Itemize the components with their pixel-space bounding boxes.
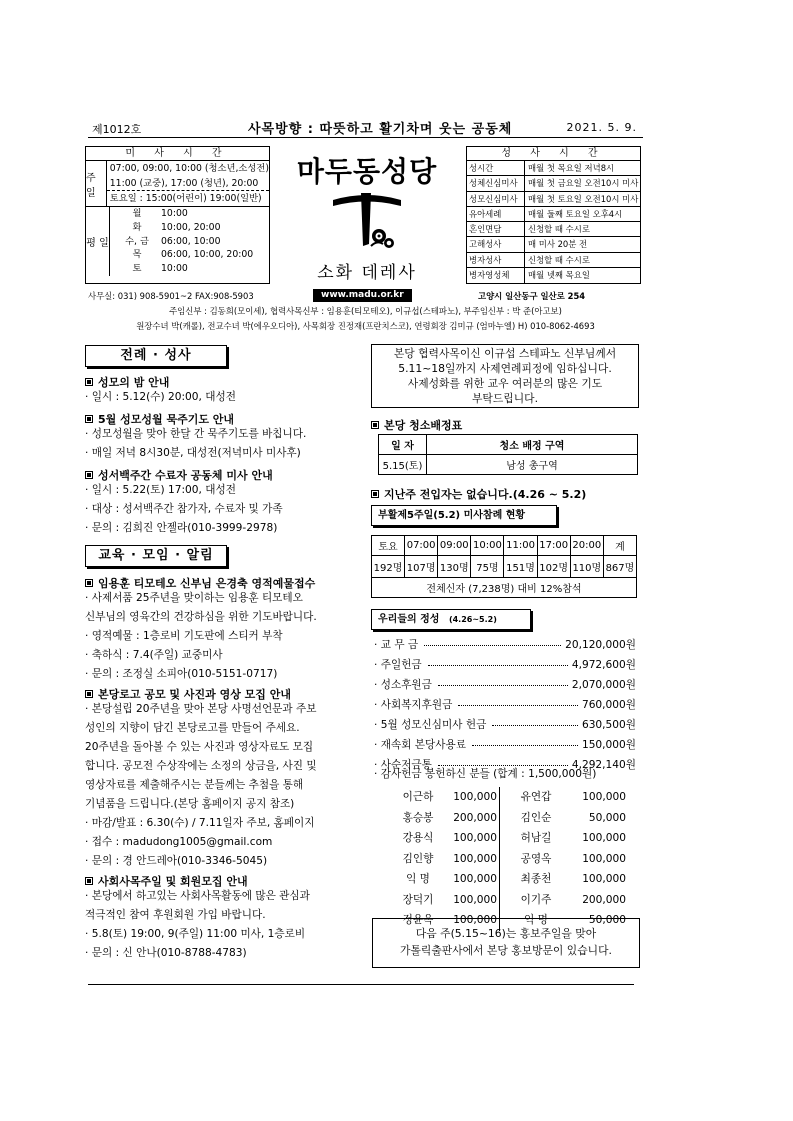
attend-head: 계: [603, 536, 636, 556]
notice-line: 다음 주(5.15~16)는 홍보주일을 맞아: [415, 927, 597, 940]
donor-row: 강용식 100,000 허남길 100,000: [387, 828, 626, 849]
sacrament-row: 성모신심미사 매월 첫 토요일 오전10시 미사: [467, 192, 640, 207]
offering-row: · 교 무 금 20,120,000원: [374, 639, 636, 651]
donor-row: 이근하 100,000 유연갑 100,000: [387, 787, 626, 808]
text-line: · 매일 저녁 8시30분, 대성전(저녁미사 미사후): [85, 447, 301, 459]
offering-row: · 5월 성모신심미사 헌금 630,500원: [374, 719, 636, 731]
weekday-line: 화 10:00, 20:00: [132, 221, 221, 233]
attend-note: 전체신자 (7,238명) 대비 12%참석: [372, 578, 637, 598]
sacrament-title: 성 사 시 간: [467, 147, 640, 161]
notice-line: 부탁드립니다.: [471, 392, 538, 405]
text-line: · 대상 : 성서백주간 참가자, 수료자 및 가족: [85, 503, 283, 515]
attendance-title: 부활제5주일(5.2) 미사참례 현황: [371, 505, 557, 526]
staff-line: 원장수녀 박(캐롤), 전교수녀 박(에우오디아), 사목회장 진정재(프란치스코), 연령회장 김미규 (엄마누엘) H) 010-8062-4693: [136, 321, 595, 331]
promotion-notice: [372, 918, 640, 968]
contact-bar: [88, 289, 643, 303]
text-line: · 문의 : 신 안나(010-8788-4783): [85, 947, 247, 959]
notice-line: 가톨릭출판사에서 본당 홍보방문이 있습니다.: [400, 944, 612, 957]
sacrament-row: 병자성사 신청할 때 수시로: [467, 253, 640, 268]
weekday-line: 수, 금 06:00, 10:00: [125, 235, 221, 247]
offering-row: · 사순저금통 4,292,140원: [374, 759, 636, 771]
sacrament-row: 성체신심미사 매월 첫 금요일 오전10시 미사: [467, 176, 640, 191]
donor-row: 정윤옥 100,000 익 명 50,000: [387, 910, 626, 931]
bottom-rule: [88, 984, 634, 985]
notice-line: 본당 협력사목이신 이규섭 스테파노 신부님께서: [393, 347, 617, 360]
square-bullet-icon: [85, 378, 93, 386]
text-line: · 문의 : 김희진 안젤라(010-3999-2978): [85, 522, 278, 534]
attend-head: 토요: [372, 536, 405, 556]
heading-bible-mass: 성서백주간 수료자 공동체 미사 안내: [85, 467, 273, 483]
heading-rosary: 5월 성모성월 묵주기도 안내: [85, 411, 234, 427]
square-bullet-icon: [85, 690, 93, 698]
patron-saint: 소화 데레사: [317, 263, 417, 283]
cleaning-head-date: 일 자: [379, 435, 427, 455]
cleaning-area: 남성 총구역: [427, 455, 638, 475]
heading-logo-contest: 본당로고 공모 및 사진과 영상 모집 안내: [85, 686, 291, 702]
attend-head: 09:00: [438, 536, 471, 556]
sunday-line: 11:00 (교중), 17:00 (청년), 20:00: [107, 176, 269, 191]
offering-row: · 성소후원금 2,070,000원: [374, 679, 636, 691]
sunday-row: [86, 161, 269, 207]
parish-logo: [272, 146, 462, 294]
section-education: 교육 · 모임 · 알림: [85, 545, 227, 567]
issue-number: 제1012호: [92, 123, 142, 136]
saturday-line: 토요일 : 15:00(어린이) 19:00(일반): [109, 193, 262, 204]
attend-head: 07:00: [405, 536, 438, 556]
cleaning-date: 5.15(토): [379, 455, 427, 475]
notice-line: 사제성화를 위한 교우 여러분의 많은 기도: [407, 377, 603, 390]
weekday-row: [86, 207, 269, 276]
sunday-label: 주 일: [86, 161, 107, 206]
donor-list: [387, 787, 626, 931]
offerings-title-text: 우리들의 정성: [378, 614, 440, 625]
attend-head: 11:00: [504, 536, 537, 556]
attend-value: 867명: [603, 556, 636, 578]
notice-line: 5.11~18일까지 사제연례피정에 임하십니다.: [398, 362, 612, 375]
attendance-table: [371, 535, 637, 598]
sacrament-row: 병자영성체 매월 넷째 목요일: [467, 268, 640, 283]
sacrament-row: 혼인면담 신청할 때 수시로: [467, 222, 640, 237]
text-line: · 마감/발표 : 6.30(수) / 7.11일자 주보, 홈페이지: [85, 817, 315, 829]
cross-rose-icon: [327, 188, 407, 256]
attend-value: 110명: [570, 556, 603, 578]
priest-retreat-notice: [371, 344, 639, 408]
attend-value: 107명: [405, 556, 438, 578]
website-link[interactable]: www.madu.or.kr: [313, 289, 412, 302]
donor-row: 홍승봉 200,000 김인순 50,000: [387, 808, 626, 829]
weekday-line: 월 10:00: [132, 208, 188, 219]
text-line: · 영적예물 : 1층로비 기도판에 스티커 부착: [85, 630, 283, 642]
square-bullet-icon: [371, 421, 379, 429]
attend-head: 10:00: [471, 536, 504, 556]
donor-row: 김인향 100,000 공영옥 100,000: [387, 849, 626, 870]
donor-row: 장덕기 100,000 이기주 200,000: [387, 890, 626, 911]
heading-cleaning: 본당 청소배정표: [371, 417, 462, 433]
weekday-line: 토 10:00: [132, 263, 188, 275]
square-bullet-icon: [85, 415, 93, 423]
text-line: 신부님의 영육간의 건강하심을 위한 기도바랍니다.: [85, 611, 317, 623]
heading-marian-night: 성모의 밤 안내: [85, 374, 169, 390]
section-liturgy: 전례 · 성사: [85, 345, 227, 367]
attend-head: 20:00: [570, 536, 603, 556]
staff-line: 주임신부 : 김동희(모이세), 협력사목신부 : 임용훈(티모테오), 이규섭(스테파노), 부주임신부 : 박 준(아고보): [169, 306, 562, 316]
cleaning-table: [378, 434, 638, 475]
square-bullet-icon: [85, 471, 93, 479]
offering-row: · 주일헌금 4,972,600원: [374, 659, 636, 671]
attend-value: 151명: [504, 556, 537, 578]
attend-value: 130명: [438, 556, 471, 578]
pastoral-motto: 사목방향 : 따뜻하고 활기차며 웃는 공동체: [248, 122, 513, 137]
heading-spiritual-gift: 임용훈 티모테오 신부님 은경축 영적예물접수: [85, 575, 315, 591]
square-bullet-icon: [85, 579, 93, 587]
offerings-period: (4.26~5.2): [448, 615, 497, 624]
sacrament-row: 고해성사 매 미사 20분 전: [467, 237, 640, 252]
text-line: · 본당에서 하고있는 사회사목활동에 많은 관심과: [85, 890, 310, 902]
square-bullet-icon: [371, 490, 379, 498]
text-line: · 일시 : 5.12(수) 20:00, 대성전: [85, 391, 236, 403]
square-bullet-icon: [85, 877, 93, 885]
text-line: 성인의 지향이 담긴 본당로고를 만들어 주세요.: [85, 722, 300, 734]
text-line: 영상자료를 제출해주시는 분들께는 추첨을 통해: [85, 779, 304, 791]
text-line: · 축하식 : 7.4(주일) 교중미사: [85, 649, 223, 661]
mass-schedule-title: 미 사 시 간: [86, 147, 269, 161]
email-line[interactable]: · 접수 : madudong1005@gmail.com: [85, 836, 273, 848]
text-line: · 문의 : 조정실 소피아(010-5151-0717): [85, 668, 278, 680]
issue-date: 2021. 5. 9.: [566, 121, 637, 134]
text-line: 20주년을 돌아볼 수 있는 사진과 영상자료도 모집: [85, 741, 314, 753]
sacrament-row: 유아세례 매월 둘째 토요일 오후4시: [467, 207, 640, 222]
mass-schedule-table: [85, 146, 270, 284]
text-line: · 사제서품 25주년을 맞이하는 임용훈 티모테오: [85, 592, 303, 604]
thanks-offering-line: · 감사헌금 봉헌하신 분들 (합계 : 1,500,000원): [374, 768, 597, 780]
text-line: 기념품을 드립니다.(본당 홈페이지 공지 참조): [85, 798, 295, 810]
parish-address: 고양시 일산동구 일산로 254: [478, 291, 586, 301]
text-line: 합니다. 공모전 수상작에는 소정의 상금을, 사진 및: [85, 760, 317, 772]
text-line: · 문의 : 경 안드레아(010-3346-5045): [85, 855, 268, 867]
offerings-title: [371, 609, 531, 630]
sacrament-schedule-table: [466, 146, 641, 284]
offering-row: · 사회복지후원금 760,000원: [374, 699, 636, 711]
attend-value: 192명: [372, 556, 405, 578]
text-line: · 5.8(토) 19:00, 9(주일) 11:00 미사, 1층로비: [85, 928, 306, 940]
text-line: · 본당설립 20주년을 맞아 본당 사명선언문과 주보: [85, 703, 317, 715]
sunday-line: 07:00, 09:00, 10:00 (청소년,소성전): [109, 163, 269, 174]
weekday-label: 평 일: [86, 207, 110, 276]
text-line: 적극적인 참여 후원회원 가입 바랍니다.: [85, 909, 266, 921]
heading-newcomers: 지난주 전입자는 없습니다.(4.26 ~ 5.2): [371, 486, 586, 502]
office-phone: 사무실: 031) 908-5901~2 FAX:908-5903: [88, 291, 254, 301]
sacrament-row: 성시간 매월 첫 목요일 저녁8시: [467, 161, 640, 176]
cleaning-head-area: 청소 배정 구역: [427, 435, 638, 455]
offering-row: · 재속회 본당사용료 150,000원: [374, 739, 636, 751]
heading-social-ministry: 사회사목주일 및 회원모집 안내: [85, 873, 248, 889]
parish-name: 마두동성당: [296, 155, 438, 188]
text-line: · 성모성월을 맞아 한달 간 묵주기도를 바칩니다.: [85, 428, 307, 440]
text-line: · 일시 : 5.22(토) 17:00, 대성전: [85, 484, 236, 496]
attend-value: 102명: [537, 556, 570, 578]
weekday-line: 목 06:00, 10:00, 20:00: [132, 249, 254, 261]
attend-head: 17:00: [537, 536, 570, 556]
header-bar: [88, 118, 643, 138]
attend-value: 75명: [471, 556, 504, 578]
donor-row: 익 명 100,000 최종천 100,000: [387, 869, 626, 890]
